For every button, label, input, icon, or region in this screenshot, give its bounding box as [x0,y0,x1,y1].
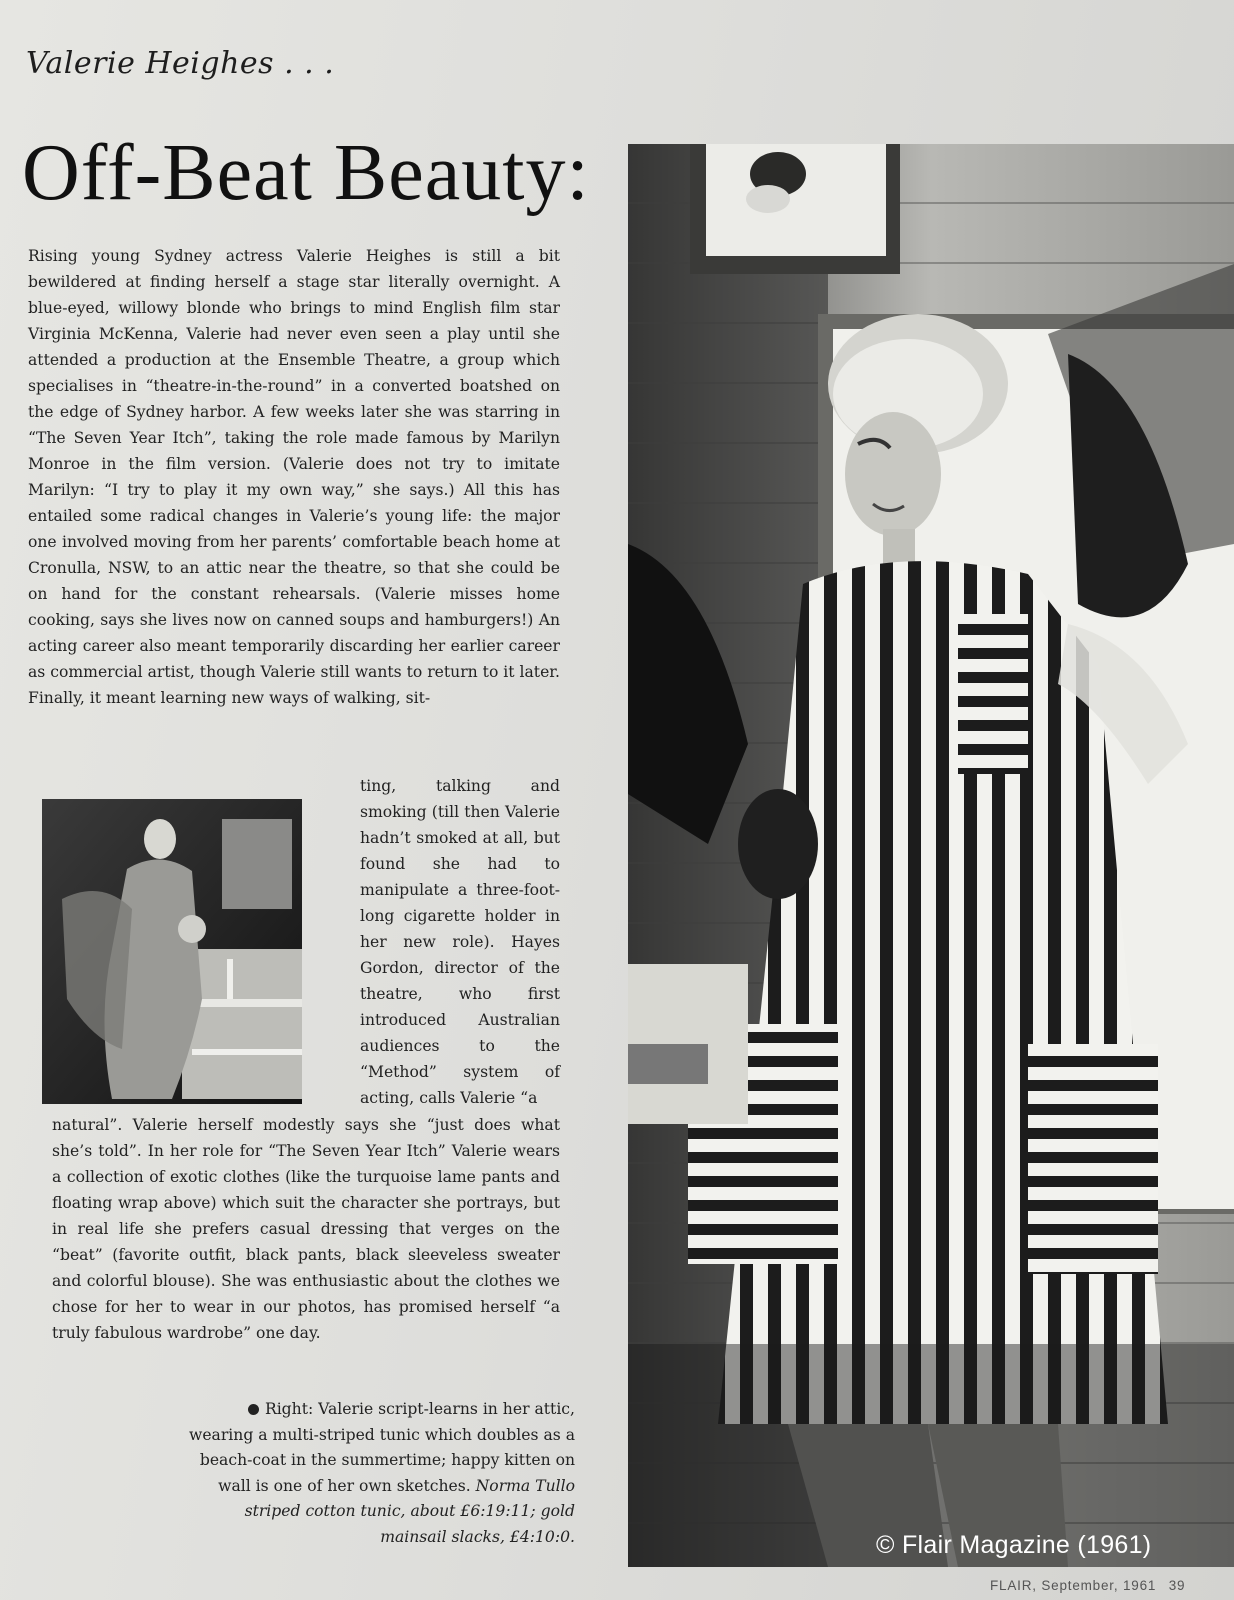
article-body-top [28,243,560,711]
article-body-narrow [360,773,560,1111]
publication-line: FLAIR, September, 1961 [990,1578,1157,1593]
page-footer [990,1578,1193,1593]
body-paragraph-narrow: ting, talking and smoking (till then Valerie hadn’t smoked at all, but found she had to manipulate a three-foot-long cigarette holder in her new role). Hayes Gordon, director of the theatre, who first introduced Australian audiences to the “Method” system of acting, calls Valerie “a [360,777,560,1107]
article-body-bottom [52,1112,560,1346]
inset-photo-image [42,799,302,1104]
main-photo [628,144,1234,1567]
body-paragraph-top: Rising young Sydney actress Valerie Heighes is still a bit bewildered at finding herself a stage star literally overnight. A blue-eyed, willowy blonde who brings to mind English film star Virginia McKenna, Valerie had never even seen a play until she attended a production at the Ensemble Theatre, a group which specialises in “theatre-in-the-round” in a converted boatshed on the edge of Sydney harbor. A few weeks later she was starring in “The Seven Year Itch”, taking the role made famous by Marilyn Monroe in the film version. (Valerie does not try to imitate Marilyn: “I try to play it my own way,” she says.) All this has entailed some radical changes in Valerie’s young life: the major one involved moving from her parents’ comfortable beach home at Cronulla, NSW, to an attic near the theatre, so that she could be on hand for the constant rehearsals. (Valerie misses home cooking, says she lives now on canned soups and hamburgers!) An acting career also meant temporarily discarding her earlier career as commercial artist, though Valerie still wants to return to it later. Finally, it meant learning new ways of walking, sit- [28,247,560,707]
photo-caption [180,1397,575,1550]
bullet-icon [248,1404,259,1415]
main-photo-image [628,144,1234,1567]
inset-photo [42,799,302,1104]
copyright-watermark: © Flair Magazine (1961) [876,1531,1152,1559]
page-title: Off-Beat Beauty: [22,129,590,217]
article-kicker: Valerie Heighes . . . [26,46,335,81]
caption-credit: Norma Tullo striped cotton tunic, about £6:19:11; gold mainsail slacks, £4:10:0. [244,1476,575,1546]
page-number: 39 [1168,1578,1186,1593]
body-paragraph-bottom: natural”. Valerie herself modestly says she “just does what she’s told”. In her role for “The Seven Year Itch” Valerie wears a collection of exotic clothes (like the turquoise lame pants and floating wrap above) which suit the character she portrays, but in real life she prefers casual dressing that verges on the “beat” (favorite outfit, black pants, black sleeveless sweater and colorful blouse). She was enthusiastic about the clothes we chose for her to wear in our photos, has promised herself “a truly fabulous wardrobe” one day. [52,1116,560,1342]
caption-text: Right: Valerie script-learns in her attic, wearing a multi-striped tunic which doubles as a beach-coat in the summertime; happy kitten on wall is one of her own sketches. [188,1400,575,1495]
